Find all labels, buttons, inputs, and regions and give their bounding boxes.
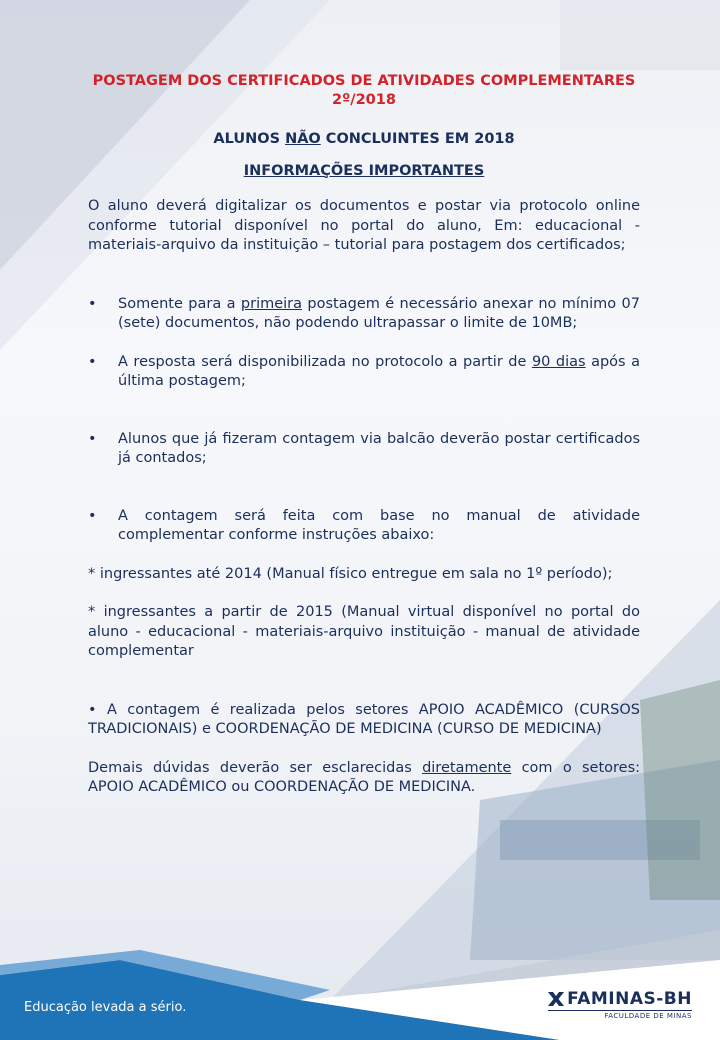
subtitle-post: CONCLUINTES EM 2018	[320, 131, 515, 147]
section-heading: INFORMAÇÕES IMPORTANTES	[243, 162, 485, 179]
counting-sectors-note: • A contagem é realizada pelos setores APOIO ACADÊMICO (CURSOS TRADICIONAIS) e COORDENAÇÃO DE MEDICINA (CURSO DE MEDICINA)	[88, 701, 640, 737]
top-right-building	[560, 0, 720, 70]
document-content	[88, 72, 640, 798]
bullet-text-pre: Somente para a	[118, 295, 241, 312]
bullet-text-post: postagem é necessário anexar no mínimo 07 (sete) documentos, não podendo ultrapassar o limite de 10MB;	[118, 295, 641, 331]
logo-main	[548, 989, 692, 1009]
subtitle-pre: ALUNOS	[213, 131, 286, 147]
closing-post: com o setores: APOIO ACADÊMICO ou COORDENAÇÃO DE MEDICINA.	[88, 759, 641, 795]
note-from-2015: * ingressantes a partir de 2015 (Manual virtual disponível no portal do aluno - educacional - materiais-arquivo instituição - manual de atividade complementar	[88, 604, 640, 659]
bullet-text-underlined: primeira	[240, 295, 303, 312]
title-line-1: POSTAGEM DOS CERTIFICADOS DE ATIVIDADES COMPLEMENTARES	[92, 73, 636, 89]
bullet-text: Alunos que já fizeram contagem via balcão deverão postar certificados já contados;	[118, 430, 640, 466]
closing-pre: Demais dúvidas deverão ser esclarecidas	[88, 759, 423, 776]
logo-subtext: FACULDADE DE MINAS	[548, 1010, 692, 1020]
bullet-marker: •	[88, 295, 97, 312]
bullet-text-pre: A resposta será disponibilizada no protocolo a partir de	[118, 353, 532, 370]
campus-trees	[640, 680, 720, 900]
logo-text: FAMINAS-BH	[567, 989, 692, 1009]
title-line-2: 2º/2018	[332, 92, 396, 108]
bullet-item-response	[88, 353, 640, 392]
bullet-marker: •	[88, 430, 97, 447]
footer-slogan: Educação levada a sério.	[24, 1000, 187, 1015]
logo-x-icon	[548, 992, 564, 1006]
faminas-logo	[548, 989, 692, 1020]
bullet-text-underlined: 90 dias	[531, 353, 586, 370]
intro-paragraph: O aluno deverá digitalizar os documentos e postar via protocolo online conforme tutorial disponível no portal do aluno, Em: educacional - materiais-arquivo da instituição – tutorial para postagem dos certificados;	[88, 198, 640, 253]
bullet-text-post: após a última postagem;	[118, 353, 640, 389]
bullet-marker: •	[88, 507, 97, 524]
subtitle	[88, 130, 640, 150]
bullet-item-first-posting	[88, 295, 640, 334]
bullet-item-manual	[88, 507, 640, 546]
bullet-marker: •	[88, 353, 97, 370]
document-title	[88, 72, 640, 110]
bullet-item-counted	[88, 430, 640, 469]
closing-underlined: diretamente	[422, 759, 512, 776]
closing-paragraph	[88, 759, 640, 798]
subtitle-underlined: NÃO	[285, 131, 321, 147]
bullet-text: A contagem será feita com base no manual de atividade complementar conforme instruções abaixo:	[118, 507, 640, 543]
note-until-2014: * ingressantes até 2014 (Manual físico entregue em sala no 1º período);	[88, 565, 613, 582]
